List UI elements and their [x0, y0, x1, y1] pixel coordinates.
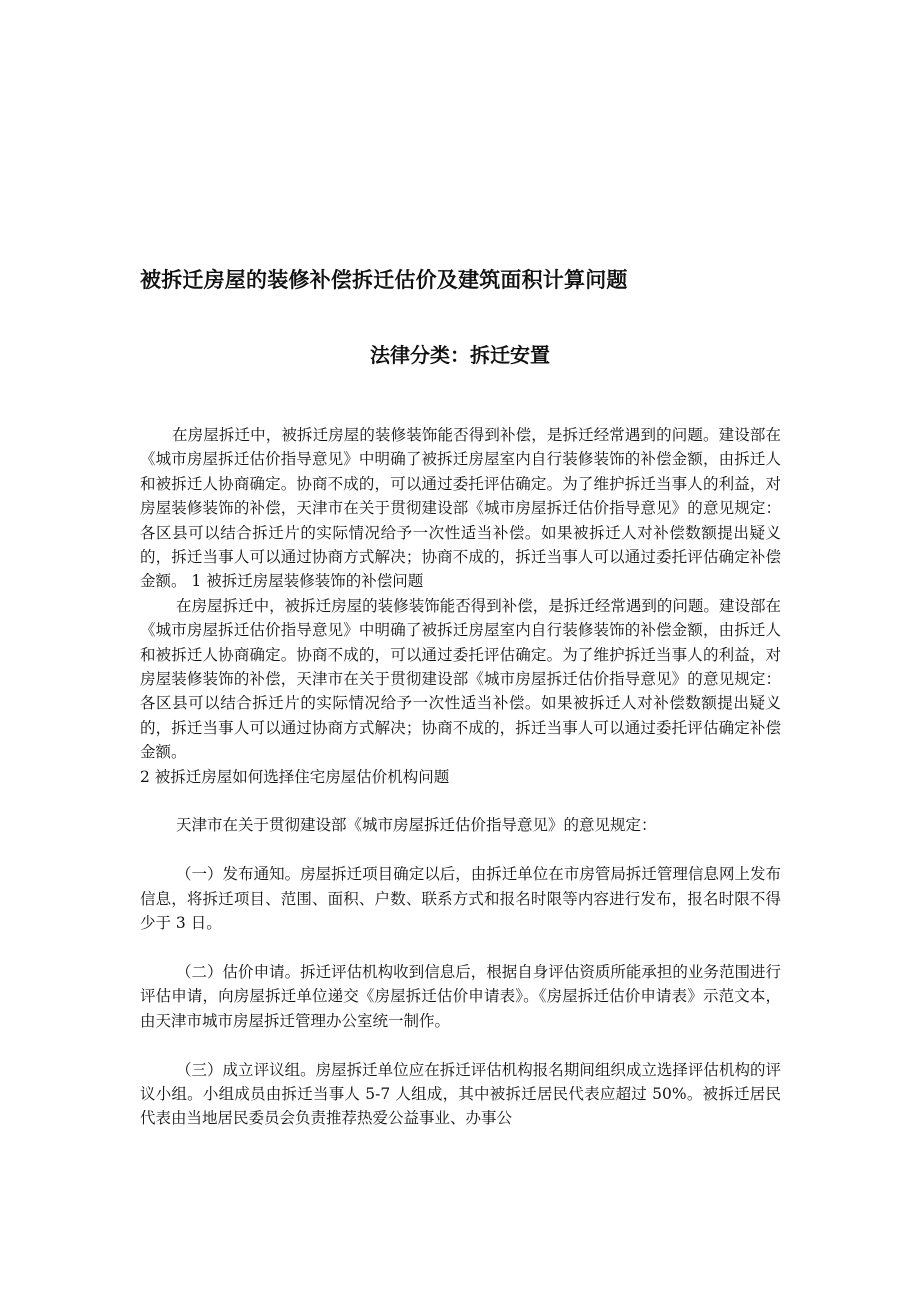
spacer [140, 1033, 781, 1057]
spacer [140, 936, 781, 960]
paragraph-3: 天津市在关于贯彻建设部《城市房屋拆迁估价指导意见》的意见规定： [176, 816, 657, 835]
paragraph-6: （三）成立评议组。房屋拆迁单位应在拆迁评估机构报名期间组织成立选择评估机构的评议小组。小组成员由拆迁当事人 5-7 人组成，其中被拆迁居民代表应超过 50%。被拆迁居民代表由当地居民委员会负责推荐热爱公益事业、办事公 [140, 1060, 781, 1128]
spacer [140, 838, 781, 862]
document-subtitle: 法律分类：拆迁安置 [370, 343, 550, 367]
paragraph-4: （一）发布通知。房屋拆迁项目确定以后，由拆迁单位在市房管局拆迁管理信息网上发布信息，将拆迁项目、范围、面积、户数、联系方式和报名时限等内容进行发布，报名时限不得少于 3 日。 [140, 865, 781, 933]
paragraph-1: 在房屋拆迁中，被拆迁房屋的装修装饰能否得到补偿，是拆迁经常遇到的问题。建设部在《城市房屋拆迁估价指导意见》中明确了被拆迁房屋室内自行装修装饰的补偿金额，由拆迁人和被拆迁人协商确定。协商不成的，可以通过委托评估确定。为了维护拆迁当事人的利益，对房屋装修装饰的补偿，天津市在关于贯彻建设部《城市房屋拆迁估价指导意见》的意见规定：各区县可以结合拆迁片的实际情况给予一次性适当补偿。如果被拆迁人对补偿数额提出疑义的，拆迁当事人可以通过协商方式解决；协商不成的，拆迁当事人可以通过委托评估确定补偿金额。 1 被拆迁房屋装修装饰的补偿问题 [140, 426, 781, 591]
paragraph-2: 在房屋拆迁中，被拆迁房屋的装修装饰能否得到补偿，是拆迁经常遇到的问题。建设部在《城市房屋拆迁估价指导意见》中明确了被拆迁房屋室内自行装修装饰的补偿金额，由拆迁人和被拆迁人协商确定。协商不成的，可以通过委托评估确定。为了维护拆迁当事人的利益，对房屋装修装饰的补偿，天津市在关于贯彻建设部《城市房屋拆迁估价指导意见》的意见规定：各区县可以结合拆迁片的实际情况给予一次性适当补偿。如果被拆迁人对补偿数额提出疑义的，拆迁当事人可以通过协商方式解决；协商不成的，拆迁当事人可以通过委托评估确定补偿金额。 [140, 596, 781, 762]
spacer [140, 789, 781, 813]
document-title: 被拆迁房屋的装修补偿拆迁估价及建筑面积计算问题 [140, 268, 628, 292]
section-heading-2: 2 被拆迁房屋如何选择住宅房屋估价机构问题 [140, 767, 450, 786]
paragraph-5: （二）估价申请。拆迁评估机构收到信息后，根据自身评估资质所能承担的业务范围进行评估申请，向房屋拆迁单位递交《房屋拆迁估价申请表》。《房屋拆迁估价申请表》示范文本，由天津市城市房屋拆迁管理办公室统一制作。 [140, 962, 781, 1030]
document-body [140, 423, 781, 1131]
